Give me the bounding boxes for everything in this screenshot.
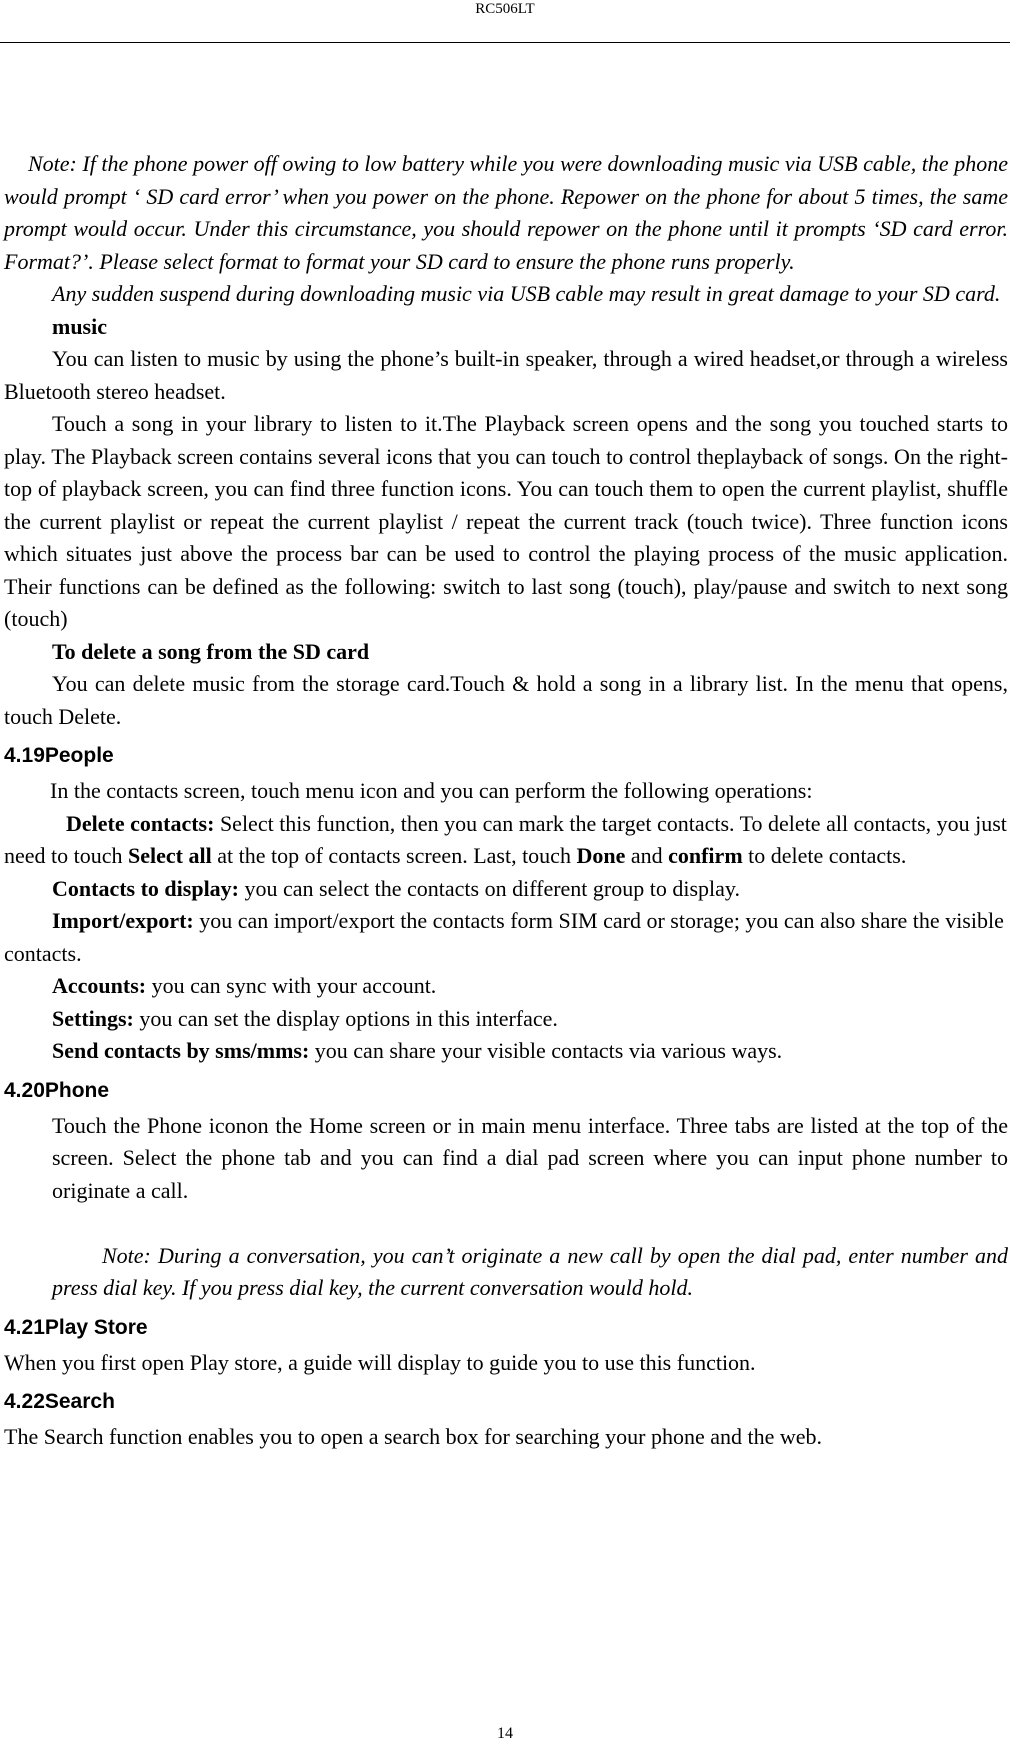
suspend-warning-note: Any sudden suspend during downloading music via USB cable may result in great damage to your SD card.: [52, 281, 1001, 306]
people-intro: In the contacts screen, touch menu icon and you can perform the following operations:: [50, 778, 813, 803]
import-export-item: Import/export: you can import/export the contacts form SIM card or storage; you can also share the visible contacts.: [4, 908, 1004, 966]
contacts-to-display-item: Contacts to display: you can select the contacts on different group to display.: [52, 875, 740, 901]
play-store-paragraph: When you first open Play store, a guide will display to guide you to use this function.: [4, 1349, 756, 1375]
page-number: 14: [497, 1725, 513, 1742]
play-store-section-heading: 4.21Play Store: [4, 1315, 148, 1339]
phone-section-body: [52, 1110, 1008, 1305]
music-paragraph-1: You can listen to music by using the phone’s built-in speaker, through a wired headset,or through a wireless Bluetooth stereo headset.: [4, 346, 1008, 404]
search-section-heading: 4.22Search: [4, 1390, 115, 1413]
search-paragraph: The Search function enables you to open a search box for searching your phone and the web.: [4, 1424, 822, 1449]
send-contacts-item: Send contacts by sms/mms: you can share your visible contacts via various ways.: [52, 1038, 783, 1063]
phone-paragraph: Touch the Phone iconon the Home screen or in main menu interface. Three tabs are listed at the top of the screen. Select the phone tab and you can find a dial pad screen where you can input phone number to originate a call.: [52, 1112, 1008, 1203]
phone-note: Note: During a conversation, you can’t originate a new call by open the dial pad, enter number and press dial key. If you press dial key, the current conversation would hold.: [52, 1242, 1008, 1300]
delete-contacts-item: Delete contacts: Select this function, then you can mark the target contacts. To delete all contacts, you just need to touch Select all at the top of contacts screen. Last, touch Done and confirm to delete contacts.: [4, 810, 1007, 868]
running-header: RC506LT: [475, 1, 535, 17]
people-section-heading: 4.19People: [4, 744, 114, 767]
delete-song-paragraph: You can delete music from the storage card.Touch & hold a song in a library list. In the menu that opens, touch Delete.: [4, 671, 1008, 729]
music-paragraph-2: Touch a song in your library to listen to it.The Playback screen opens and the song you touched starts to play. The Playback screen contains several icons that you can touch to control theplayback of songs. On the right-top of playback screen, you can find three function icons. You can touch them to open the current playlist, shuffle the current playlist or repeat the current playlist / repeat the current track (touch twice). Three function icons which situates just above the process bar can be used to control the playing process of the music application. Their functions can be defined as the following: switch to last song (touch), play/pause and switch to next song (touch): [4, 411, 1008, 631]
settings-item: Settings: you can set the display options in this interface.: [52, 1005, 558, 1031]
page-content: [4, 148, 1008, 1454]
music-heading: music: [52, 313, 107, 339]
phone-section-heading: 4.20Phone: [4, 1078, 110, 1102]
usb-download-note: Note: If the phone power off owing to low battery while you were downloading music via USB cable, the phone would prompt ‘ SD card error’ when you power on the phone. Repower on the phone for about 5 times, the same prompt would occur. Under this circumstance, you should repower on the phone until it prompts ‘SD card error. Format?’. Please select format to format your SD card to ensure the phone runs properly.: [4, 151, 1008, 274]
delete-song-heading: To delete a song from the SD card: [52, 638, 370, 664]
accounts-item: Accounts: you can sync with your account.: [52, 973, 437, 998]
header-divider: [0, 42, 1010, 43]
